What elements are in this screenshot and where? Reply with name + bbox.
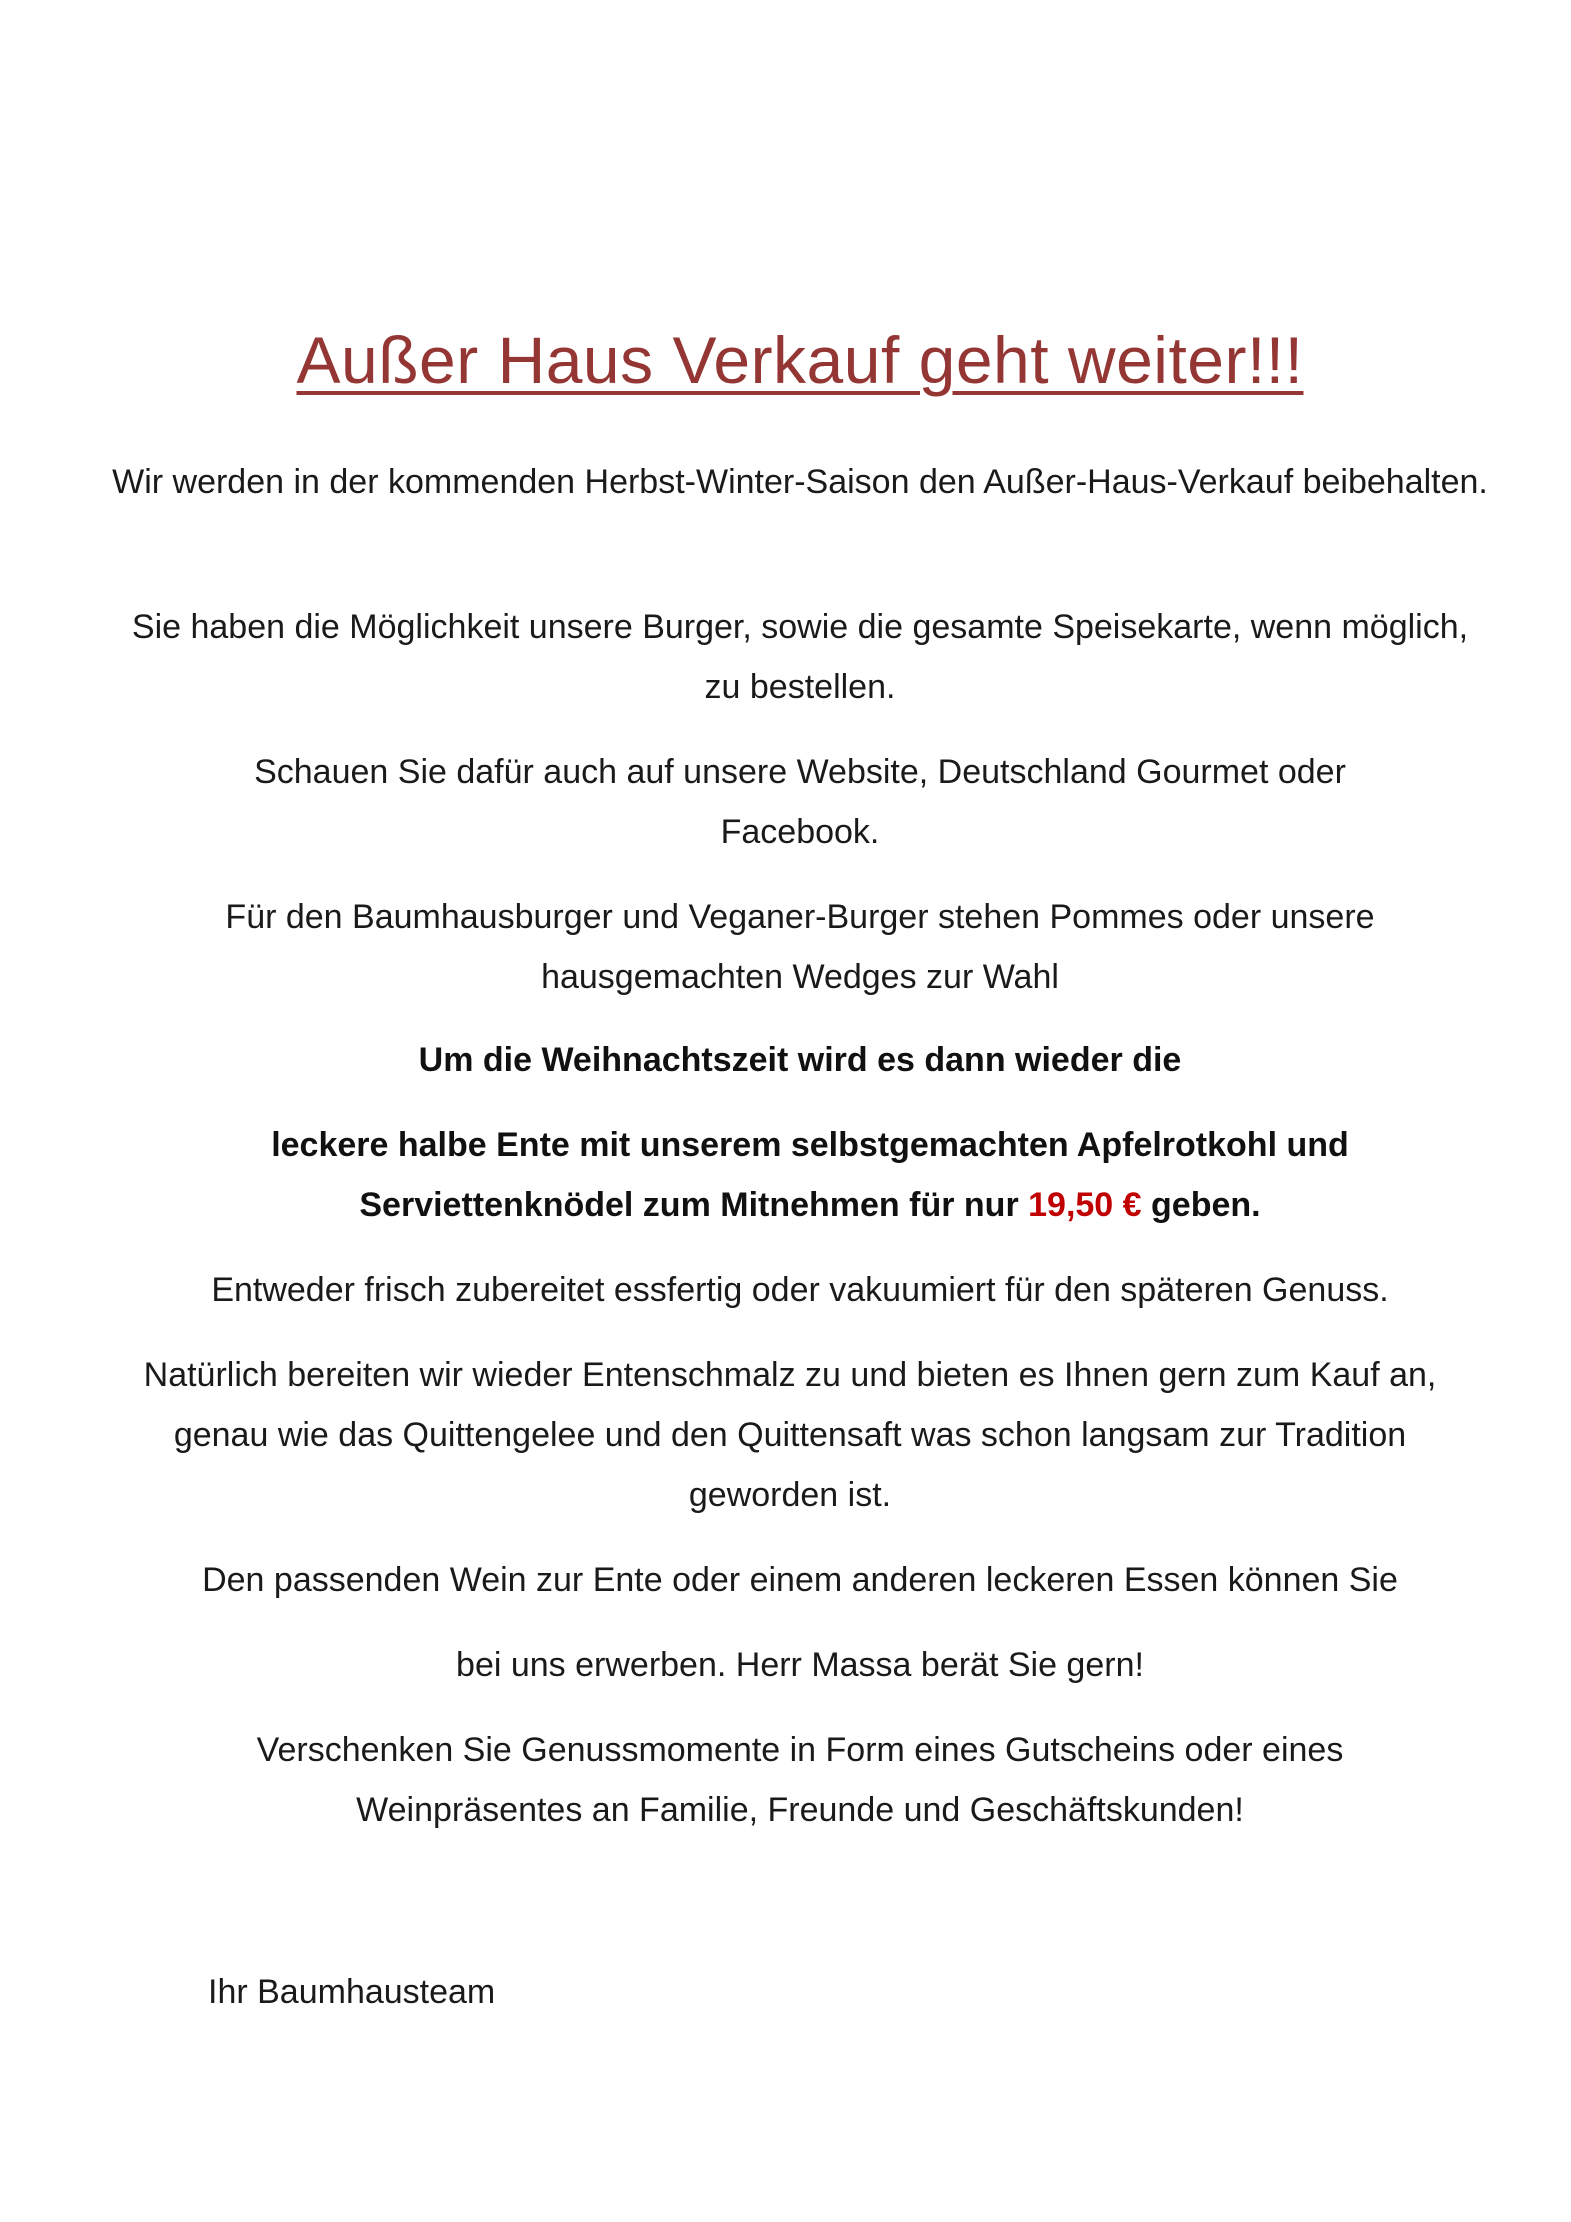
paragraph-burger-sides: Für den Baumhausburger und Veganer-Burger stehen Pommes oder unsere hausgemachten Wedges zur Wahl <box>225 898 1375 996</box>
paragraph-preparation-options: Entweder frisch zubereitet essfertig oder vakuumiert für den späteren Genuss. <box>211 1271 1389 1309</box>
duck-offer-end: geben. <box>1141 1186 1261 1224</box>
paragraph-order-options: Sie haben die Möglichkeit unsere Burger, sowie die gesamte Speisekarte, wenn möglich, zu bestellen. <box>131 608 1469 706</box>
signature: Ihr Baumhausteam <box>208 1973 496 2011</box>
paragraph-wine-offer: Den passenden Wein zur Ente oder einem anderen leckeren Essen können Sie <box>202 1561 1398 1599</box>
paragraph-takeaway-intro: Wir werden in der kommenden Herbst-Winter-Saison den Außer-Haus-Verkauf beibehalten. <box>112 463 1488 501</box>
duck-price: 19,50 € <box>1028 1186 1142 1224</box>
paragraph-wine-advice: bei uns erwerben. Herr Massa berät Sie gern! <box>456 1646 1144 1684</box>
duck-offer-text: leckere halbe Ente mit unserem selbstgemachten Apfelrotkohl und Serviettenknödel zum Mitnehmen für nur <box>271 1126 1349 1224</box>
page-title <box>0 320 1571 400</box>
paragraph-christmas-intro: Um die Weihnachtszeit wird es dann wieder die <box>418 1041 1182 1079</box>
page-title-text: Außer Haus Verkauf geht weiter!!! <box>296 323 1304 397</box>
paragraph-duck-offer <box>180 1115 1440 1235</box>
paragraph-duck-fat-quince: Natürlich bereiten wir wieder Entenschmalz zu und bieten es Ihnen gern zum Kauf an, genau wie das Quittengelee und den Quittensaft was schon langsam zur Tradition geworden ist. <box>143 1356 1437 1514</box>
paragraph-website-hint: Schauen Sie dafür auch auf unsere Website, Deutschland Gourmet oder Facebook. <box>254 753 1346 851</box>
paragraph-gift-vouchers: Verschenken Sie Genussmomente in Form eines Gutscheins oder eines Weinpräsentes an Familie, Freunde und Geschäftskunden! <box>256 1731 1344 1829</box>
